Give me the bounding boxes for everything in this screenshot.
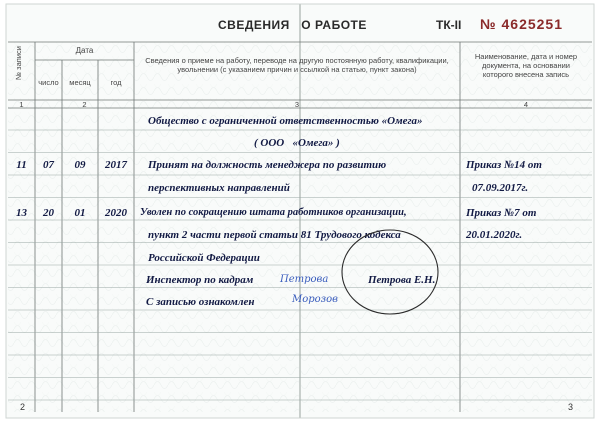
entry-year: 2020: [105, 207, 127, 219]
page-title: СВЕДЕНИЯ О РАБОТЕ: [218, 18, 367, 32]
col-number-3: 3: [294, 100, 300, 109]
page-number-right: 3: [568, 402, 574, 412]
page-number-left: 2: [20, 402, 26, 412]
book-number: № 4625251: [480, 16, 563, 32]
col-year: год: [110, 78, 122, 87]
seal-stamp: [338, 224, 448, 324]
organization-name: Общество с ограниченной ответственностью «Омега»: [148, 115, 423, 127]
organization-short-name: ( ООО «Омега» ): [254, 137, 340, 149]
col-number-2: 2: [82, 100, 87, 109]
entry-number: 11: [16, 159, 27, 171]
entry-document-date: 20.01.2020г.: [466, 229, 523, 241]
col-day: число: [38, 78, 59, 87]
entry-month: 09: [74, 159, 86, 171]
entry-day: 07: [43, 159, 54, 171]
entry-text: пункт 2 части первой статьи 81 Трудового кодекса: [148, 229, 401, 241]
col-date: Дата: [75, 46, 94, 55]
inspector-name: Петрова Е.Н.: [368, 274, 436, 286]
col-entry-no: № записи: [14, 46, 23, 80]
inspector-signature: Петрова: [280, 274, 329, 285]
series-label: ТК-II: [436, 18, 462, 32]
entry-text: Российской Федерации: [148, 252, 260, 264]
col-document: Наименование, дата и номер документа, на основании которого внесена запись: [474, 52, 578, 79]
entry-text: Уволен по сокращению штата работников организации,: [140, 207, 407, 218]
inspector-label: Инспектор по кадрам: [146, 274, 254, 286]
entry-day: 20: [43, 207, 54, 219]
entry-text: Принят на должность менеджера по развитию: [148, 159, 387, 171]
col-number-1: 1: [19, 100, 24, 109]
entry-year: 2017: [105, 159, 127, 171]
entry-text: перспективных направлений: [148, 182, 290, 194]
col-number-4: 4: [523, 100, 529, 109]
acknowledgement-label: С записью ознакомлен: [146, 296, 255, 308]
col-month: месяц: [69, 78, 91, 87]
entry-month: 01: [74, 207, 86, 219]
entry-number: 13: [16, 207, 27, 219]
entry-document: Приказ №14 от: [466, 159, 542, 171]
entry-document: Приказ №7 от: [466, 207, 537, 219]
col-info: Сведения о приеме на работу, переводе на другую постоянную работу, квалификации, увольнении (с указанием причин и ссылкой на статью, пункт закона): [145, 56, 449, 74]
entry-document-date: 07.09.2017г.: [472, 182, 529, 194]
employee-signature: Морозов: [292, 294, 338, 305]
